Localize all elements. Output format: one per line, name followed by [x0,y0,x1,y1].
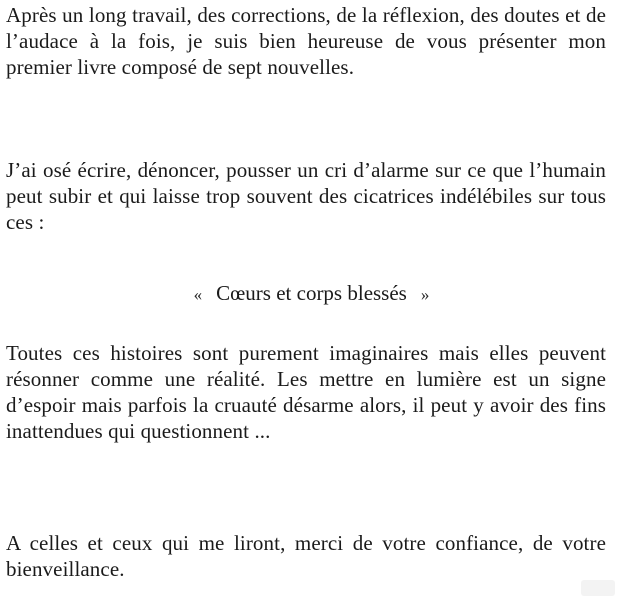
faint-corner-mark [581,580,615,596]
open-quote: « [193,285,203,304]
paragraph-motivation: J’ai osé écrire, dénoncer, pousser un cri d’alarme sur ce que l’humain peut subir et qui laisse trop souvent des cicatrices indélébiles sur tous ces : [6,158,606,234]
close-quote: » [420,285,430,304]
book-title-text: Cœurs et corps blessés [216,281,407,305]
paragraph-intro: Après un long travail, des corrections, de la réflexion, des doutes et de l’audace à la fois, je suis bien heureuse de vous présenter mon premier livre composé de sept nouvelles. [6,3,606,79]
paragraph-stories: Toutes ces histoires sont purement imaginaires mais elles peuvent résonner comme une réalité. Les mettre en lumière est un signe d’espoir mais parfois la cruauté désarme alors, il peut y avoir des fins inattendues qui questionnent ... [6,341,606,443]
paragraph-thanks: A celles et ceux qui me liront, merci de votre confiance, de votre bienveillance. [6,531,606,581]
book-title [0,280,623,308]
